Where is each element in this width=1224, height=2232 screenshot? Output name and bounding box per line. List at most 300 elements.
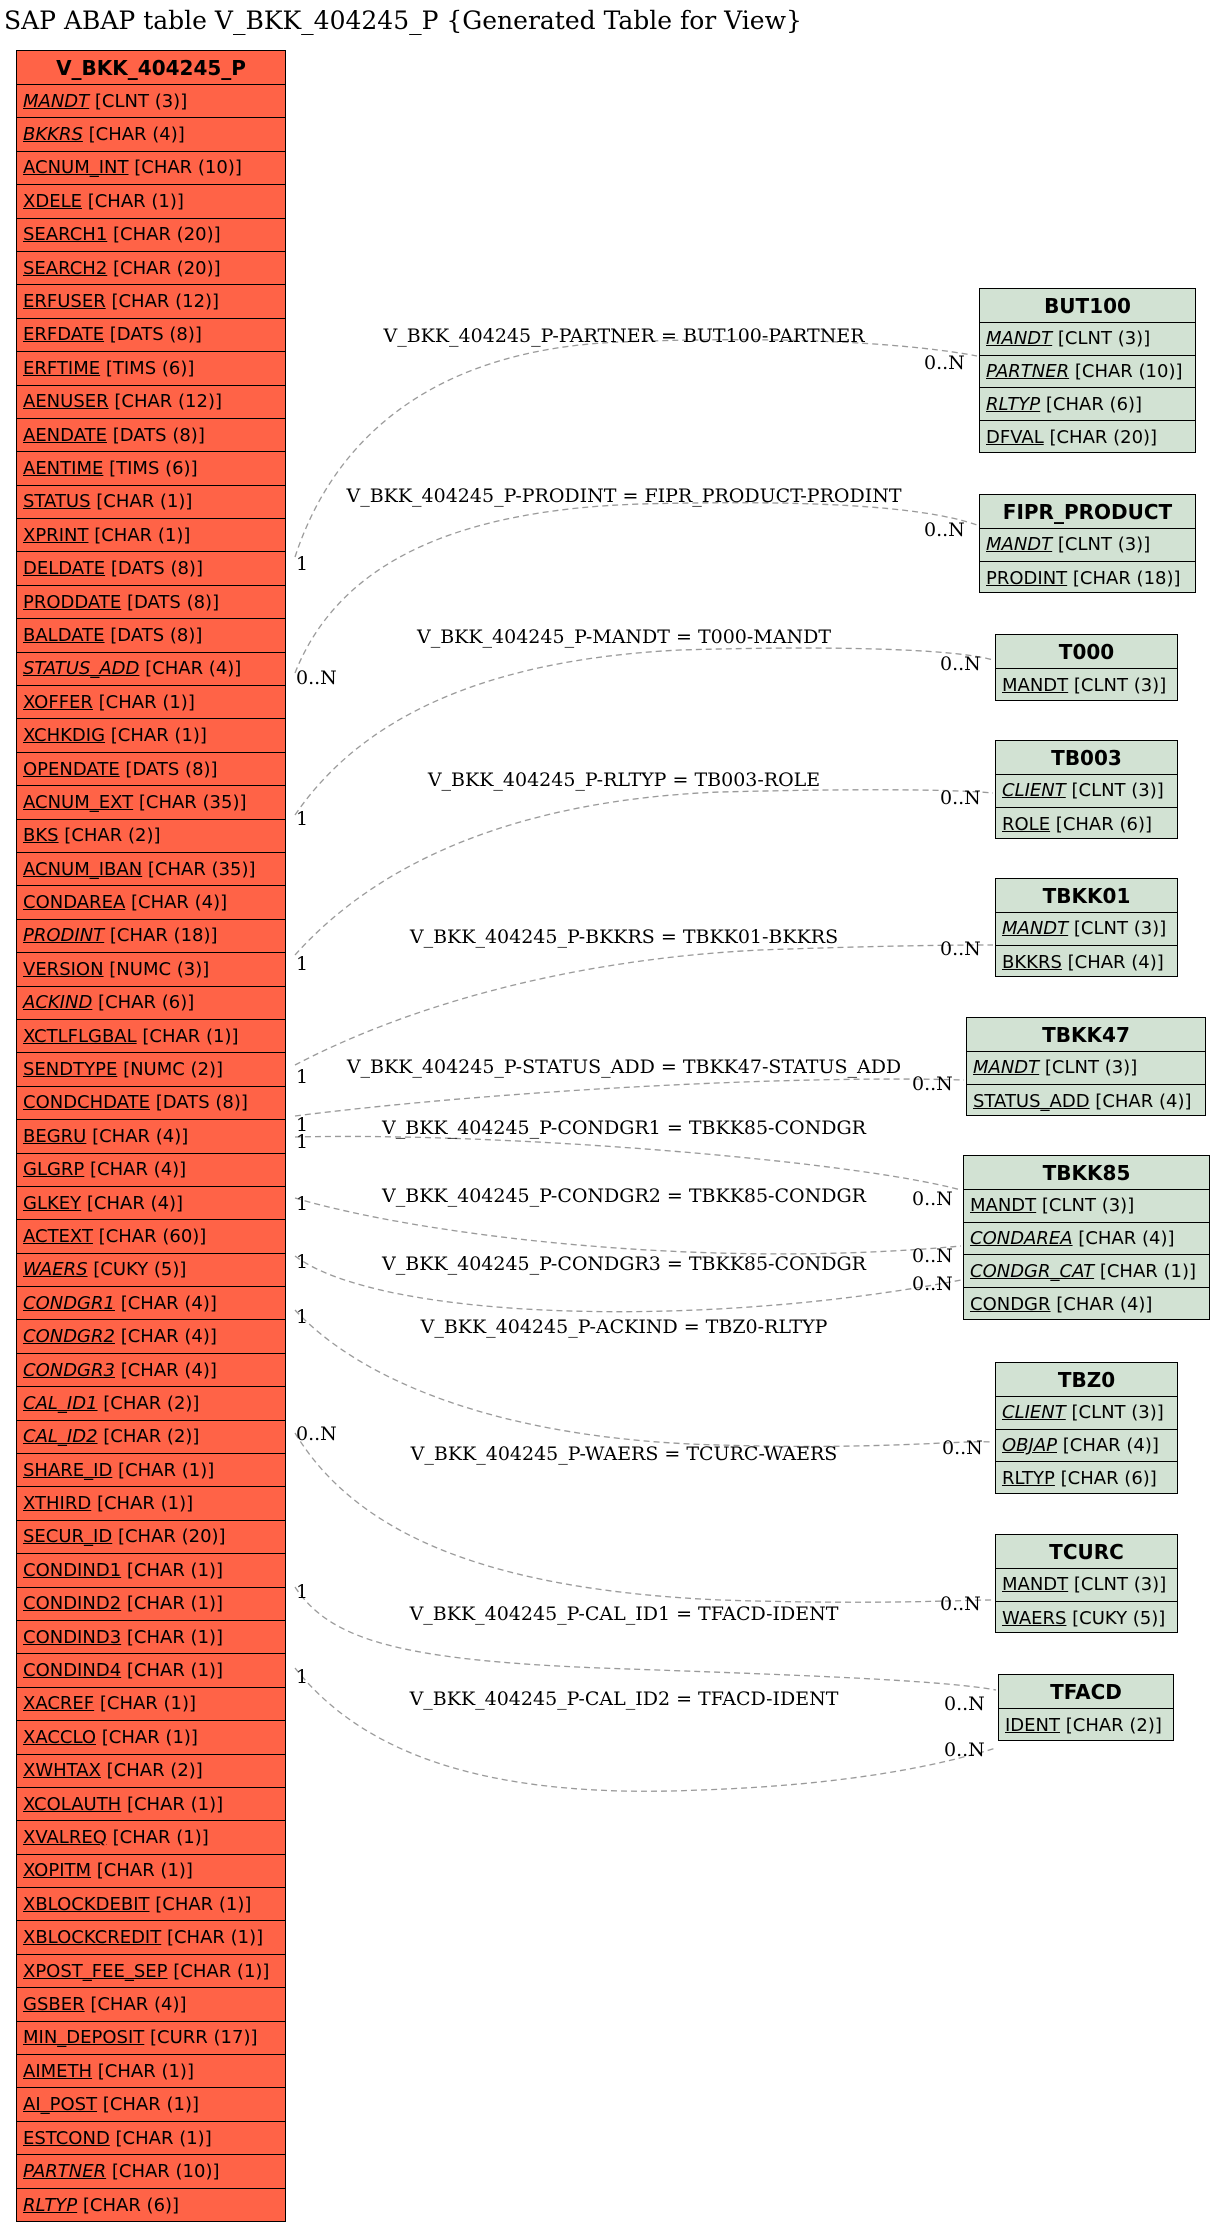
field-name: XBLOCKCREDIT (23, 1927, 162, 1949)
to-cardinality: 0..N (912, 1073, 953, 1095)
field-row-search1 (17, 219, 285, 252)
field-type: [DATS (8)] (104, 324, 202, 346)
field-type: [CHAR (2)] (100, 1760, 203, 1782)
field-name: WAERS (1002, 1607, 1067, 1629)
field-name: ERFDATE (23, 324, 105, 346)
field-type: [CUKY (5)] (1066, 1607, 1166, 1629)
field-name: ACKIND (23, 992, 93, 1014)
field-type: [CHAR (4)] (1072, 1228, 1175, 1250)
field-name: GSBER (23, 1993, 85, 2015)
field-type: [CHAR (18)] (1067, 567, 1181, 589)
relation-label: V_BKK_404245_P-CAL_ID1 = TFACD-IDENT (409, 1603, 839, 1625)
to-cardinality: 0..N (912, 1273, 953, 1295)
field-name: CAL_ID2 (23, 1426, 98, 1448)
field-row-condarea (17, 886, 285, 919)
field-type: [CHAR (6)] (1040, 393, 1143, 415)
field-row-ai-post (17, 2088, 285, 2121)
field-type: [CHAR (20)] (112, 1526, 226, 1548)
field-name: XDELE (23, 190, 82, 212)
field-type: [CLNT (3)] (1068, 1574, 1167, 1596)
to-cardinality: 0..N (912, 1245, 953, 1267)
field-name: CLIENT (1002, 780, 1066, 802)
field-row-prodint (980, 562, 1195, 595)
field-row-condgr2 (17, 1320, 285, 1353)
field-type: [CHAR (1)] (1094, 1260, 1197, 1282)
field-type: [CHAR (4)] (82, 124, 185, 146)
field-type: [CHAR (1)] (121, 1559, 224, 1581)
field-type: [CHAR (1)] (121, 1593, 224, 1615)
field-name: GLGRP (23, 1159, 85, 1181)
entity-header: T000 (996, 635, 1177, 669)
to-cardinality: 0..N (924, 519, 965, 541)
field-type: [CHAR (1)] (92, 691, 195, 713)
field-name: XCHKDIG (23, 725, 106, 747)
field-type: [CHAR (1)] (97, 2094, 199, 2116)
field-type: [CLNT (3)] (1039, 1057, 1138, 1079)
field-type: [CHAR (1)] (91, 1860, 193, 1882)
field-type: [DATS (8)] (105, 558, 203, 580)
field-row-cal-id2 (17, 1421, 285, 1454)
field-name: CONDAREA (23, 892, 126, 914)
field-name: AENTIME (23, 457, 104, 479)
field-name: BEGRU (23, 1125, 87, 1147)
field-row-xpost-fee-sep (17, 1955, 285, 1988)
field-type: [CHAR (1)] (161, 1927, 264, 1949)
field-row-xcolauth (17, 1788, 285, 1821)
field-row-xacref (17, 1688, 285, 1721)
entity-tbkk01 (995, 878, 1178, 977)
field-name: CONDGR1 (23, 1292, 115, 1314)
field-type: [CHAR (1)] (88, 524, 191, 546)
field-type: [CHAR (6)] (77, 2194, 180, 2216)
from-cardinality: 1 (296, 1666, 309, 1688)
field-type: [NUMC (2)] (117, 1059, 224, 1081)
from-cardinality: 1 (296, 1114, 309, 1136)
field-row-aimeth (17, 2055, 285, 2088)
entity-fipr-product (979, 494, 1196, 593)
field-row-dfval (980, 421, 1195, 454)
entity-tb003 (995, 740, 1178, 839)
field-type: [CLNT (3)] (1068, 918, 1167, 940)
field-name: CAL_ID1 (23, 1392, 98, 1414)
field-name: XTHIRD (23, 1493, 92, 1515)
field-row-waers (17, 1254, 285, 1287)
field-type: [CHAR (4)] (139, 658, 242, 680)
field-row-ackind (17, 987, 285, 1020)
field-name: CONDGR2 (23, 1326, 115, 1348)
field-row-condind4 (17, 1654, 285, 1687)
field-row-condgr1 (17, 1287, 285, 1320)
relation-label: V_BKK_404245_P-CAL_ID2 = TFACD-IDENT (409, 1688, 839, 1710)
field-row-gsber (17, 1988, 285, 2021)
from-cardinality: 0..N (296, 667, 337, 689)
field-type: [CHAR (20)] (1043, 426, 1158, 448)
field-name: MANDT (1002, 674, 1069, 696)
entity-tbkk47 (966, 1017, 1206, 1116)
field-row-xvalreq (17, 1821, 285, 1854)
relation-label: V_BKK_404245_P-BKKRS = TBKK01-BKKRS (409, 926, 839, 948)
field-row-aenuser (17, 386, 285, 419)
relation-line (295, 945, 993, 1065)
field-row-waers (996, 1602, 1177, 1635)
field-name: STATUS_ADD (23, 658, 140, 680)
field-row-xctlflgbal (17, 1020, 285, 1053)
field-row-partner (980, 356, 1195, 389)
field-row-erftime (17, 352, 285, 385)
field-type: [CHAR (1)] (121, 1660, 224, 1682)
relation-label: V_BKK_404245_P-RLTYP = TB003-ROLE (427, 769, 821, 791)
field-type: [CLNT (3)] (1068, 674, 1167, 696)
to-cardinality: 0..N (944, 1693, 985, 1715)
field-name: XBLOCKDEBIT (23, 1893, 150, 1915)
field-type: [CHAR (2)] (97, 1392, 200, 1414)
field-row-estcond (17, 2122, 285, 2155)
field-name: AIMETH (23, 2060, 93, 2082)
entity-header: TBZ0 (996, 1363, 1177, 1397)
field-name: GLKEY (23, 1192, 82, 1214)
field-type: [CHAR (4)] (1061, 951, 1164, 973)
field-name: PARTNER (23, 2160, 107, 2182)
field-name: BALDATE (23, 624, 105, 646)
field-name: BKKRS (1002, 951, 1062, 973)
field-name: MANDT (973, 1057, 1040, 1079)
field-type: [CHAR (4)] (1057, 1435, 1159, 1457)
field-name: PRODINT (23, 925, 105, 947)
field-type: [CHAR (1)] (92, 2060, 194, 2082)
to-cardinality: 0..N (940, 1593, 981, 1615)
field-row-partner (17, 2155, 285, 2188)
entity-header: V_BKK_404245_P (17, 51, 285, 85)
field-row-condgr3 (17, 1354, 285, 1387)
field-type: [CHAR (10)] (128, 157, 242, 179)
from-cardinality: 1 (296, 1306, 309, 1328)
field-name: XACREF (23, 1693, 95, 1715)
field-name: XPRINT (23, 524, 89, 546)
field-type: [DATS (8)] (106, 424, 205, 446)
field-name: ACNUM_INT (23, 157, 129, 179)
field-type: [CLNT (3)] (1036, 1195, 1135, 1217)
field-name: CONDCHDATE (23, 1092, 150, 1114)
field-type: [CHAR (4)] (86, 1125, 189, 1147)
field-name: SEARCH1 (23, 224, 108, 246)
to-cardinality: 0..N (942, 1437, 983, 1459)
field-name: AENUSER (23, 391, 109, 413)
field-name: SECUR_ID (23, 1526, 113, 1548)
relation-label: V_BKK_404245_P-STATUS_ADD = TBKK47-STATUS_ADD (346, 1056, 902, 1078)
field-row-xacclo (17, 1721, 285, 1754)
from-cardinality: 1 (296, 1066, 309, 1088)
field-name: VERSION (23, 958, 104, 980)
field-row-xthird (17, 1487, 285, 1520)
from-cardinality: 1 (296, 953, 309, 975)
field-row-rltyp (17, 2189, 285, 2222)
field-row-condgr (964, 1288, 1209, 1321)
field-name: IDENT (1005, 1714, 1061, 1736)
field-name: XVALREQ (23, 1827, 107, 1848)
field-type: [CHAR (2)] (58, 825, 161, 847)
field-row-mandt (996, 669, 1177, 702)
field-name: MANDT (986, 328, 1053, 350)
field-type: [DATS (8)] (121, 591, 220, 613)
field-type: [CHAR (12)] (108, 391, 223, 413)
field-name: CONDIND2 (23, 1593, 122, 1615)
to-cardinality: 0..N (924, 352, 965, 374)
field-row-xoffer (17, 686, 285, 719)
field-row-version (17, 953, 285, 986)
field-type: [CHAR (12)] (105, 291, 220, 313)
field-row-deldate (17, 552, 285, 585)
field-row-prodint (17, 920, 285, 953)
field-row-rltyp (980, 388, 1195, 421)
field-row-mandt (17, 85, 285, 118)
field-type: [CHAR (35)] (142, 858, 256, 880)
entity-header: TBKK85 (964, 1156, 1209, 1190)
field-row-mandt (980, 529, 1195, 562)
field-name: ROLE (1002, 813, 1051, 835)
field-type: [CHAR (20)] (107, 224, 221, 246)
field-row-aentime (17, 452, 285, 485)
field-row-condgr-cat (964, 1255, 1209, 1288)
field-name: STATUS_ADD (973, 1090, 1090, 1112)
field-name: PARTNER (986, 361, 1070, 383)
field-name: ERFUSER (23, 291, 106, 313)
field-name: XPOST_FEE_SEP (23, 1960, 168, 1982)
field-type: [CHAR (2)] (97, 1426, 200, 1448)
field-type: [CHAR (20)] (107, 257, 221, 279)
field-row-erfdate (17, 319, 285, 352)
to-cardinality: 0..N (940, 938, 981, 960)
field-row-erfuser (17, 285, 285, 318)
field-name: XCTLFLGBAL (23, 1025, 137, 1047)
field-type: [CHAR (1)] (94, 1693, 197, 1715)
to-cardinality: 0..N (940, 787, 981, 809)
field-type: [CHAR (10)] (106, 2160, 220, 2182)
field-row-client (996, 775, 1177, 808)
field-row-xdele (17, 185, 285, 218)
field-name: AENDATE (23, 424, 107, 446)
field-type: [DATS (8)] (104, 624, 203, 646)
field-type: [TIMS (6)] (103, 457, 198, 479)
from-cardinality: 1 (296, 1131, 309, 1153)
relation-label: V_BKK_404245_P-CONDGR2 = TBKK85-CONDGR (382, 1185, 866, 1207)
relation-line (295, 340, 977, 557)
field-name: MANDT (1002, 1574, 1069, 1596)
field-name: RLTYP (23, 2194, 78, 2216)
field-type: [CHAR (4)] (1050, 1293, 1153, 1315)
entity-but100 (979, 288, 1196, 453)
field-type: [CLNT (3)] (1052, 534, 1151, 556)
field-row-xopitm (17, 1855, 285, 1888)
field-row-condchdate (17, 1087, 285, 1120)
entity-header: FIPR_PRODUCT (980, 495, 1195, 529)
entity-v-bkk-404245-p (16, 50, 286, 2222)
field-name: SENDTYPE (23, 1059, 118, 1081)
field-name: MANDT (986, 534, 1053, 556)
from-cardinality: 1 (296, 1251, 309, 1273)
field-type: [CHAR (18)] (104, 925, 218, 947)
to-cardinality: 0..N (944, 1739, 985, 1761)
field-type: [CHAR (4)] (114, 1292, 217, 1314)
entity-header: TBKK47 (967, 1018, 1205, 1052)
field-name: ACNUM_IBAN (23, 858, 143, 880)
field-row-mandt (964, 1190, 1209, 1223)
field-type: [CHAR (1)] (167, 1960, 270, 1982)
field-row-glgrp (17, 1154, 285, 1187)
field-name: ACTEXT (23, 1225, 93, 1247)
field-row-xchkdig (17, 719, 285, 752)
field-name: ACNUM_EXT (23, 791, 134, 813)
field-row-secur-id (17, 1521, 285, 1554)
field-name: MANDT (23, 90, 90, 112)
field-type: [CLNT (3)] (1065, 1402, 1164, 1424)
field-type: [CUKY (5)] (87, 1259, 187, 1281)
field-row-glkey (17, 1187, 285, 1220)
relation-label: V_BKK_404245_P-PRODINT = FIPR_PRODUCT-PRODINT (346, 485, 902, 507)
relation-label: V_BKK_404245_P-WAERS = TCURC-WAERS (410, 1443, 838, 1465)
field-type: [TIMS (6)] (100, 357, 195, 379)
field-type: [CHAR (1)] (112, 1459, 215, 1481)
field-row-acnum-ext (17, 786, 285, 819)
field-type: [CLNT (3)] (89, 90, 188, 112)
field-name: OPENDATE (23, 758, 120, 780)
field-name: WAERS (23, 1259, 88, 1281)
to-cardinality: 0..N (940, 653, 981, 675)
field-name: CONDAREA (970, 1228, 1073, 1250)
field-type: [CHAR (1)] (121, 1626, 224, 1648)
field-type: [CHAR (1)] (91, 1493, 194, 1515)
field-name: RLTYP (986, 393, 1041, 415)
field-row-begru (17, 1120, 285, 1153)
field-row-bks (17, 820, 285, 853)
field-type: [CHAR (1)] (106, 1827, 209, 1848)
relation-label: V_BKK_404245_P-PARTNER = BUT100-PARTNER (383, 325, 865, 347)
relation-label: V_BKK_404245_P-MANDT = T000-MANDT (416, 626, 832, 648)
relation-label: V_BKK_404245_P-CONDGR3 = TBKK85-CONDGR (382, 1253, 866, 1275)
entity-tcurc (995, 1534, 1178, 1633)
relation-label: V_BKK_404245_P-CONDGR1 = TBKK85-CONDGR (382, 1117, 866, 1139)
from-cardinality: 1 (296, 1581, 309, 1603)
field-row-acnum-iban (17, 853, 285, 886)
field-row-share-id (17, 1454, 285, 1487)
field-name: BKKRS (23, 124, 83, 146)
field-type: [CHAR (1)] (90, 491, 193, 513)
field-name: XOFFER (23, 691, 93, 713)
field-type: [CHAR (4)] (1089, 1090, 1192, 1112)
field-name: STATUS (23, 491, 91, 513)
from-cardinality: 1 (296, 1193, 309, 1215)
field-name: ERFTIME (23, 357, 101, 379)
relation-line (295, 1136, 961, 1190)
field-row-cal-id1 (17, 1387, 285, 1420)
field-row-xprint (17, 519, 285, 552)
field-name: MANDT (1002, 918, 1069, 940)
field-type: [CHAR (6)] (92, 992, 195, 1014)
field-type: [CHAR (4)] (114, 1326, 217, 1348)
from-cardinality: 1 (296, 808, 309, 830)
field-row-aendate (17, 419, 285, 452)
diagram-title: SAP ABAP table V_BKK_404245_P {Generated Table for View} (4, 6, 802, 35)
field-type: [CHAR (4)] (84, 1993, 187, 2015)
field-row-status (17, 486, 285, 519)
field-row-mandt (967, 1052, 1205, 1085)
field-row-xblockdebit (17, 1888, 285, 1921)
field-type: [NUMC (3)] (103, 958, 210, 980)
field-name: XOPITM (23, 1860, 92, 1882)
field-name: OBJAP (1002, 1435, 1057, 1457)
field-type: [CHAR (1)] (149, 1893, 252, 1915)
entity-header: TBKK01 (996, 879, 1177, 913)
field-row-mandt (996, 913, 1177, 946)
field-type: [CHAR (6)] (1054, 1468, 1157, 1490)
field-type: [CHAR (60)] (92, 1225, 207, 1247)
field-type: [CHAR (4)] (125, 892, 228, 914)
field-row-client (996, 1397, 1177, 1430)
field-type: [CHAR (1)] (109, 2127, 212, 2149)
field-name: CONDIND3 (23, 1626, 122, 1648)
field-type: [CHAR (4)] (114, 1359, 217, 1381)
field-type: [CHAR (2)] (1060, 1714, 1162, 1736)
field-name: DELDATE (23, 558, 106, 580)
field-name: CONDIND1 (23, 1559, 122, 1581)
entity-t000 (995, 634, 1178, 701)
field-name: BKS (23, 825, 59, 847)
field-name: CONDGR (970, 1293, 1051, 1315)
field-row-role (996, 808, 1177, 841)
field-row-rltyp (996, 1462, 1177, 1495)
field-type: [CHAR (1)] (96, 1726, 198, 1748)
field-name: CONDGR_CAT (970, 1260, 1095, 1282)
field-row-ident (999, 1709, 1173, 1742)
field-row-min-deposit (17, 2022, 285, 2055)
field-row-mandt (980, 323, 1195, 356)
field-row-status-add (17, 653, 285, 686)
from-cardinality: 0..N (296, 1423, 337, 1445)
field-name: SHARE_ID (23, 1459, 113, 1481)
field-name: ESTCOND (23, 2127, 110, 2149)
to-cardinality: 0..N (912, 1188, 953, 1210)
field-row-search2 (17, 252, 285, 285)
field-type: [CURR (17)] (144, 2027, 258, 2049)
field-name: CLIENT (1002, 1402, 1066, 1424)
field-type: [CHAR (35)] (133, 791, 247, 813)
entity-tbkk85 (963, 1155, 1210, 1320)
field-name: PRODDATE (23, 591, 122, 613)
entity-header: TB003 (996, 741, 1177, 775)
field-row-mandt (996, 1569, 1177, 1602)
entity-header: TFACD (999, 1675, 1173, 1709)
field-row-sendtype (17, 1053, 285, 1086)
field-type: [CHAR (6)] (1050, 813, 1152, 835)
entity-header: TCURC (996, 1535, 1177, 1569)
field-row-condarea (964, 1223, 1209, 1256)
field-row-condind2 (17, 1588, 285, 1621)
field-type: [CLNT (3)] (1065, 780, 1164, 802)
field-row-condind1 (17, 1554, 285, 1587)
relation-label: V_BKK_404245_P-ACKIND = TBZ0-RLTYP (420, 1316, 828, 1338)
field-row-actext (17, 1220, 285, 1253)
field-name: RLTYP (1002, 1468, 1055, 1490)
field-name: CONDGR3 (23, 1359, 115, 1381)
field-row-proddate (17, 586, 285, 619)
field-row-bkkrs (996, 946, 1177, 979)
field-type: [CHAR (1)] (121, 1793, 224, 1815)
entity-tfacd (998, 1674, 1174, 1741)
field-name: XWHTAX (23, 1760, 101, 1782)
field-name: AI_POST (23, 2094, 98, 2116)
field-row-condind3 (17, 1621, 285, 1654)
field-row-bkkrs (17, 118, 285, 151)
field-type: [CHAR (1)] (136, 1025, 239, 1047)
